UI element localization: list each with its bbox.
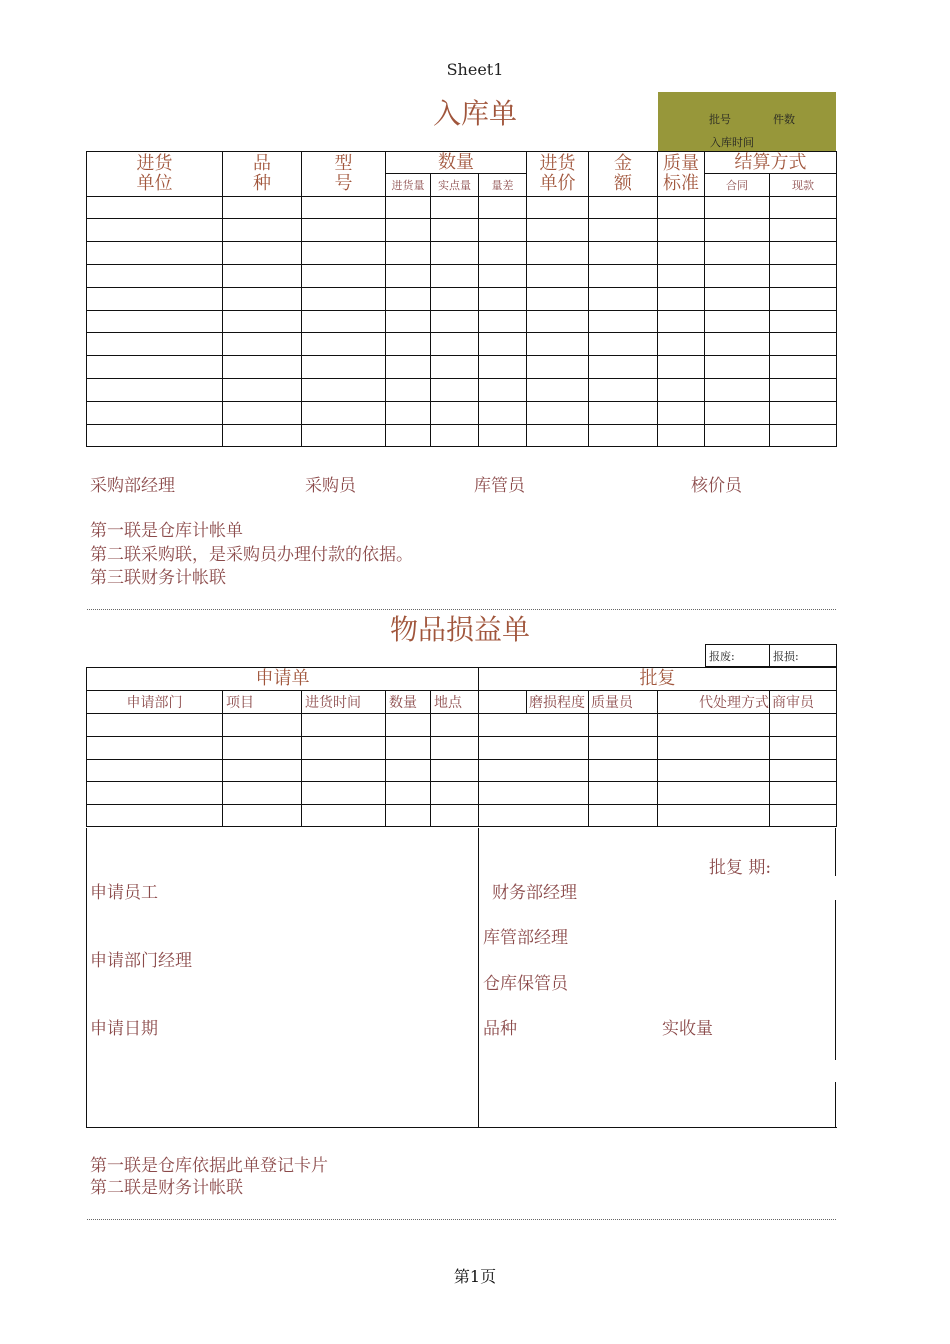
cell[interactable] (431, 402, 479, 425)
batch-no-label: 批号 (709, 113, 731, 126)
cell[interactable] (589, 311, 658, 333)
cell[interactable] (479, 714, 589, 737)
cell[interactable] (302, 219, 386, 242)
cell[interactable] (87, 714, 223, 737)
cell[interactable] (658, 242, 705, 265)
cell[interactable] (527, 379, 589, 402)
cell[interactable] (431, 356, 479, 379)
cell[interactable] (479, 782, 589, 805)
header-handling-method: 代处理方式 (658, 691, 770, 714)
table-row (87, 760, 837, 782)
label-warehouse-keeper: 仓库保管员 (483, 974, 568, 994)
cell[interactable] (705, 311, 770, 333)
cell[interactable] (527, 402, 589, 425)
cell[interactable] (302, 805, 386, 827)
sign-warehouse-keeper: 库管员 (474, 476, 525, 496)
cell[interactable] (527, 425, 589, 447)
cell[interactable] (770, 379, 837, 402)
cell[interactable] (87, 265, 223, 288)
cell[interactable] (770, 402, 837, 425)
label-received-qty: 实收量 (662, 1019, 713, 1039)
table-row (87, 714, 837, 737)
sign-price-checker: 核价员 (691, 476, 742, 496)
batch-info-box (658, 92, 836, 152)
approval-box-divider (478, 828, 479, 1128)
cell[interactable] (302, 265, 386, 288)
cell[interactable] (770, 197, 837, 219)
cell[interactable] (87, 311, 223, 333)
table-row (87, 288, 837, 311)
cell[interactable] (705, 242, 770, 265)
cell[interactable] (527, 197, 589, 219)
note-line: 第二联是财务计帐联 (90, 1178, 243, 1198)
header-supplier: 进货 单位 (87, 152, 223, 197)
cell[interactable] (589, 197, 658, 219)
header-quantity: 数量 (386, 152, 527, 174)
cell[interactable] (589, 782, 658, 805)
cell[interactable] (223, 288, 302, 311)
cell[interactable] (302, 782, 386, 805)
cell[interactable] (431, 333, 479, 356)
header-unit-price: 进货 单价 (527, 152, 589, 197)
cell[interactable] (658, 760, 770, 782)
cell[interactable] (386, 760, 431, 782)
cell[interactable] (658, 805, 770, 827)
scrap-loss-box (705, 644, 837, 667)
cell[interactable] (302, 197, 386, 219)
cell[interactable] (770, 333, 837, 356)
header-qty-diff: 量差 (479, 174, 527, 197)
cell[interactable] (589, 242, 658, 265)
cell[interactable] (658, 737, 770, 760)
cell[interactable] (527, 265, 589, 288)
header-apply-dept: 申请部门 (87, 691, 223, 714)
cell[interactable] (431, 197, 479, 219)
cell[interactable] (479, 219, 527, 242)
cell[interactable] (589, 379, 658, 402)
cell[interactable] (431, 737, 479, 760)
cell[interactable] (589, 402, 658, 425)
cell[interactable] (431, 805, 479, 827)
cell[interactable] (589, 288, 658, 311)
header-variety: 品 种 (223, 152, 302, 197)
cell[interactable] (527, 333, 589, 356)
cell[interactable] (431, 265, 479, 288)
cell[interactable] (658, 219, 705, 242)
cell[interactable] (302, 714, 386, 737)
cell[interactable] (770, 311, 837, 333)
cell[interactable] (770, 425, 837, 447)
cell[interactable] (705, 288, 770, 311)
cell[interactable] (479, 265, 527, 288)
cell[interactable] (770, 356, 837, 379)
cell[interactable] (705, 219, 770, 242)
cell[interactable] (431, 219, 479, 242)
table-row (87, 425, 837, 447)
cell[interactable] (223, 265, 302, 288)
cell[interactable] (302, 288, 386, 311)
header-cash: 现款 (770, 174, 837, 197)
cell[interactable] (431, 714, 479, 737)
cell[interactable] (223, 402, 302, 425)
cell[interactable] (87, 760, 223, 782)
header-in-time: 进货时间 (302, 691, 386, 714)
cell[interactable] (386, 737, 431, 760)
cell[interactable] (527, 311, 589, 333)
sign-purchase-manager: 采购部经理 (90, 476, 175, 496)
cell[interactable] (87, 402, 223, 425)
cell[interactable] (386, 311, 431, 333)
label-reply-date: 批复 期: (709, 858, 772, 878)
cell[interactable] (770, 805, 837, 827)
header-quantity: 数量 (386, 691, 431, 714)
header-quality-inspector: 质量员 (589, 691, 658, 714)
cell[interactable] (658, 333, 705, 356)
sheet-title: Sheet1 (446, 60, 504, 79)
cell[interactable] (770, 760, 837, 782)
cell[interactable] (527, 288, 589, 311)
cell[interactable] (658, 402, 705, 425)
label-warehouse-manager: 库管部经理 (483, 928, 568, 948)
cell[interactable] (479, 333, 527, 356)
cell[interactable] (302, 242, 386, 265)
cell[interactable] (658, 379, 705, 402)
cell[interactable] (658, 356, 705, 379)
approval-box-right-border (835, 828, 836, 876)
cell[interactable] (770, 219, 837, 242)
cell[interactable] (527, 219, 589, 242)
table-row (87, 311, 837, 333)
cell[interactable] (87, 356, 223, 379)
approval-box-right-border (835, 900, 836, 1060)
cell[interactable] (479, 760, 589, 782)
table-row (87, 737, 837, 760)
cell[interactable] (386, 425, 431, 447)
form2-title: 物品损益单 (390, 613, 531, 646)
approval-box-right-border (835, 1082, 836, 1128)
cell[interactable] (302, 737, 386, 760)
cell[interactable] (589, 760, 658, 782)
sign-purchaser: 采购员 (305, 476, 356, 496)
cell[interactable] (589, 219, 658, 242)
loss-table (86, 667, 837, 827)
cell[interactable] (386, 242, 431, 265)
cell[interactable] (386, 714, 431, 737)
cell[interactable] (658, 425, 705, 447)
pieces-label: 件数 (773, 113, 795, 126)
cell[interactable] (87, 219, 223, 242)
cell[interactable] (386, 379, 431, 402)
cell[interactable] (527, 356, 589, 379)
table-row (87, 402, 837, 425)
cell[interactable] (589, 805, 658, 827)
table-row (87, 782, 837, 805)
table-row (87, 265, 837, 288)
header-item: 项目 (223, 691, 302, 714)
header-contract: 合同 (705, 174, 770, 197)
cell[interactable] (223, 714, 302, 737)
approval-box-bottom-border (86, 1127, 837, 1128)
cell[interactable] (386, 288, 431, 311)
cell[interactable] (386, 805, 431, 827)
cell[interactable] (386, 356, 431, 379)
cell[interactable] (589, 265, 658, 288)
header-wear-degree: 磨损程度 (527, 691, 589, 714)
cell[interactable] (386, 782, 431, 805)
cell[interactable] (770, 714, 837, 737)
loss-label: 报损: (770, 645, 837, 667)
cell[interactable] (770, 782, 837, 805)
cell[interactable] (431, 425, 479, 447)
cell[interactable] (431, 311, 479, 333)
table-row (87, 356, 837, 379)
cell[interactable] (479, 425, 527, 447)
header-model: 型 号 (302, 152, 386, 197)
cell[interactable] (705, 265, 770, 288)
header-amount: 金 额 (589, 152, 658, 197)
cell[interactable] (87, 288, 223, 311)
cell[interactable] (87, 737, 223, 760)
cell[interactable] (302, 311, 386, 333)
cell[interactable] (386, 265, 431, 288)
header-reviewer: 商审员 (770, 691, 837, 714)
header-blank (479, 691, 527, 714)
cell[interactable] (223, 333, 302, 356)
cell[interactable] (658, 288, 705, 311)
cell[interactable] (87, 379, 223, 402)
cell[interactable] (431, 242, 479, 265)
cell[interactable] (87, 782, 223, 805)
cell[interactable] (589, 425, 658, 447)
page-number: 第1页 (453, 1267, 497, 1286)
table-row (87, 379, 837, 402)
cell[interactable] (223, 760, 302, 782)
divider (87, 1219, 836, 1220)
cell[interactable] (705, 197, 770, 219)
cell[interactable] (302, 356, 386, 379)
cell[interactable] (705, 402, 770, 425)
table-row (87, 333, 837, 356)
cell[interactable] (87, 197, 223, 219)
scrap-label: 报废: (706, 645, 770, 667)
cell[interactable] (302, 333, 386, 356)
header-quality-std: 质量 标准 (658, 152, 705, 197)
cell[interactable] (87, 242, 223, 265)
cell[interactable] (770, 265, 837, 288)
note-line: 第一联是仓库计帐单 (90, 521, 243, 541)
inbound-table (86, 151, 837, 447)
cell[interactable] (479, 356, 527, 379)
cell[interactable] (386, 219, 431, 242)
cell[interactable] (223, 737, 302, 760)
cell[interactable] (386, 333, 431, 356)
approval-box-left-border (86, 828, 87, 1128)
label-variety: 品种 (483, 1019, 517, 1039)
cell[interactable] (223, 782, 302, 805)
in-time-label: 入库时间 (710, 136, 754, 149)
cell[interactable] (527, 242, 589, 265)
cell[interactable] (770, 242, 837, 265)
cell[interactable] (705, 379, 770, 402)
note-line: 第二联采购联，是采购员办理付款的依据。 (90, 545, 413, 565)
label-apply-date: 申请日期 (90, 1019, 158, 1039)
header-location: 地点 (431, 691, 479, 714)
header-qty-actual: 实点量 (431, 174, 479, 197)
cell[interactable] (589, 356, 658, 379)
cell[interactable] (479, 402, 527, 425)
cell[interactable] (705, 425, 770, 447)
cell[interactable] (223, 356, 302, 379)
cell[interactable] (705, 333, 770, 356)
cell[interactable] (658, 714, 770, 737)
cell[interactable] (479, 737, 589, 760)
cell[interactable] (223, 311, 302, 333)
table-row (87, 805, 837, 827)
cell[interactable] (431, 288, 479, 311)
cell[interactable] (223, 197, 302, 219)
cell[interactable] (302, 379, 386, 402)
cell[interactable] (479, 197, 527, 219)
cell[interactable] (302, 402, 386, 425)
cell[interactable] (479, 242, 527, 265)
cell[interactable] (87, 333, 223, 356)
cell[interactable] (479, 311, 527, 333)
cell[interactable] (770, 737, 837, 760)
cell[interactable] (223, 242, 302, 265)
form1-title: 入库单 (433, 97, 518, 130)
note-line: 第一联是仓库依据此单登记卡片 (90, 1156, 328, 1176)
cell[interactable] (770, 288, 837, 311)
cell[interactable] (589, 333, 658, 356)
cell[interactable] (223, 805, 302, 827)
cell[interactable] (87, 425, 223, 447)
header-qty-in: 进货量 (386, 174, 431, 197)
cell[interactable] (589, 737, 658, 760)
cell[interactable] (658, 197, 705, 219)
cell[interactable] (431, 782, 479, 805)
cell[interactable] (223, 379, 302, 402)
cell[interactable] (479, 379, 527, 402)
cell[interactable] (658, 265, 705, 288)
cell[interactable] (302, 425, 386, 447)
cell[interactable] (223, 425, 302, 447)
table-row (87, 219, 837, 242)
cell[interactable] (705, 356, 770, 379)
cell[interactable] (658, 311, 705, 333)
note-line: 第三联财务计帐联 (90, 568, 226, 588)
header-settlement: 结算方式 (705, 152, 837, 174)
apply-section-header: 申请单 (87, 668, 479, 691)
cell[interactable] (386, 402, 431, 425)
cell[interactable] (479, 288, 527, 311)
cell[interactable] (431, 760, 479, 782)
cell[interactable] (87, 805, 223, 827)
label-finance-manager: 财务部经理 (492, 883, 577, 903)
table-row (87, 242, 837, 265)
label-dept-manager: 申请部门经理 (90, 951, 192, 971)
cell[interactable] (589, 714, 658, 737)
cell[interactable] (223, 219, 302, 242)
cell[interactable] (658, 782, 770, 805)
cell[interactable] (431, 379, 479, 402)
label-applicant: 申请员工 (90, 883, 158, 903)
reply-section-header: 批复 (479, 668, 837, 691)
table-row (87, 197, 837, 219)
cell[interactable] (386, 197, 431, 219)
cell[interactable] (302, 760, 386, 782)
cell[interactable] (479, 805, 589, 827)
